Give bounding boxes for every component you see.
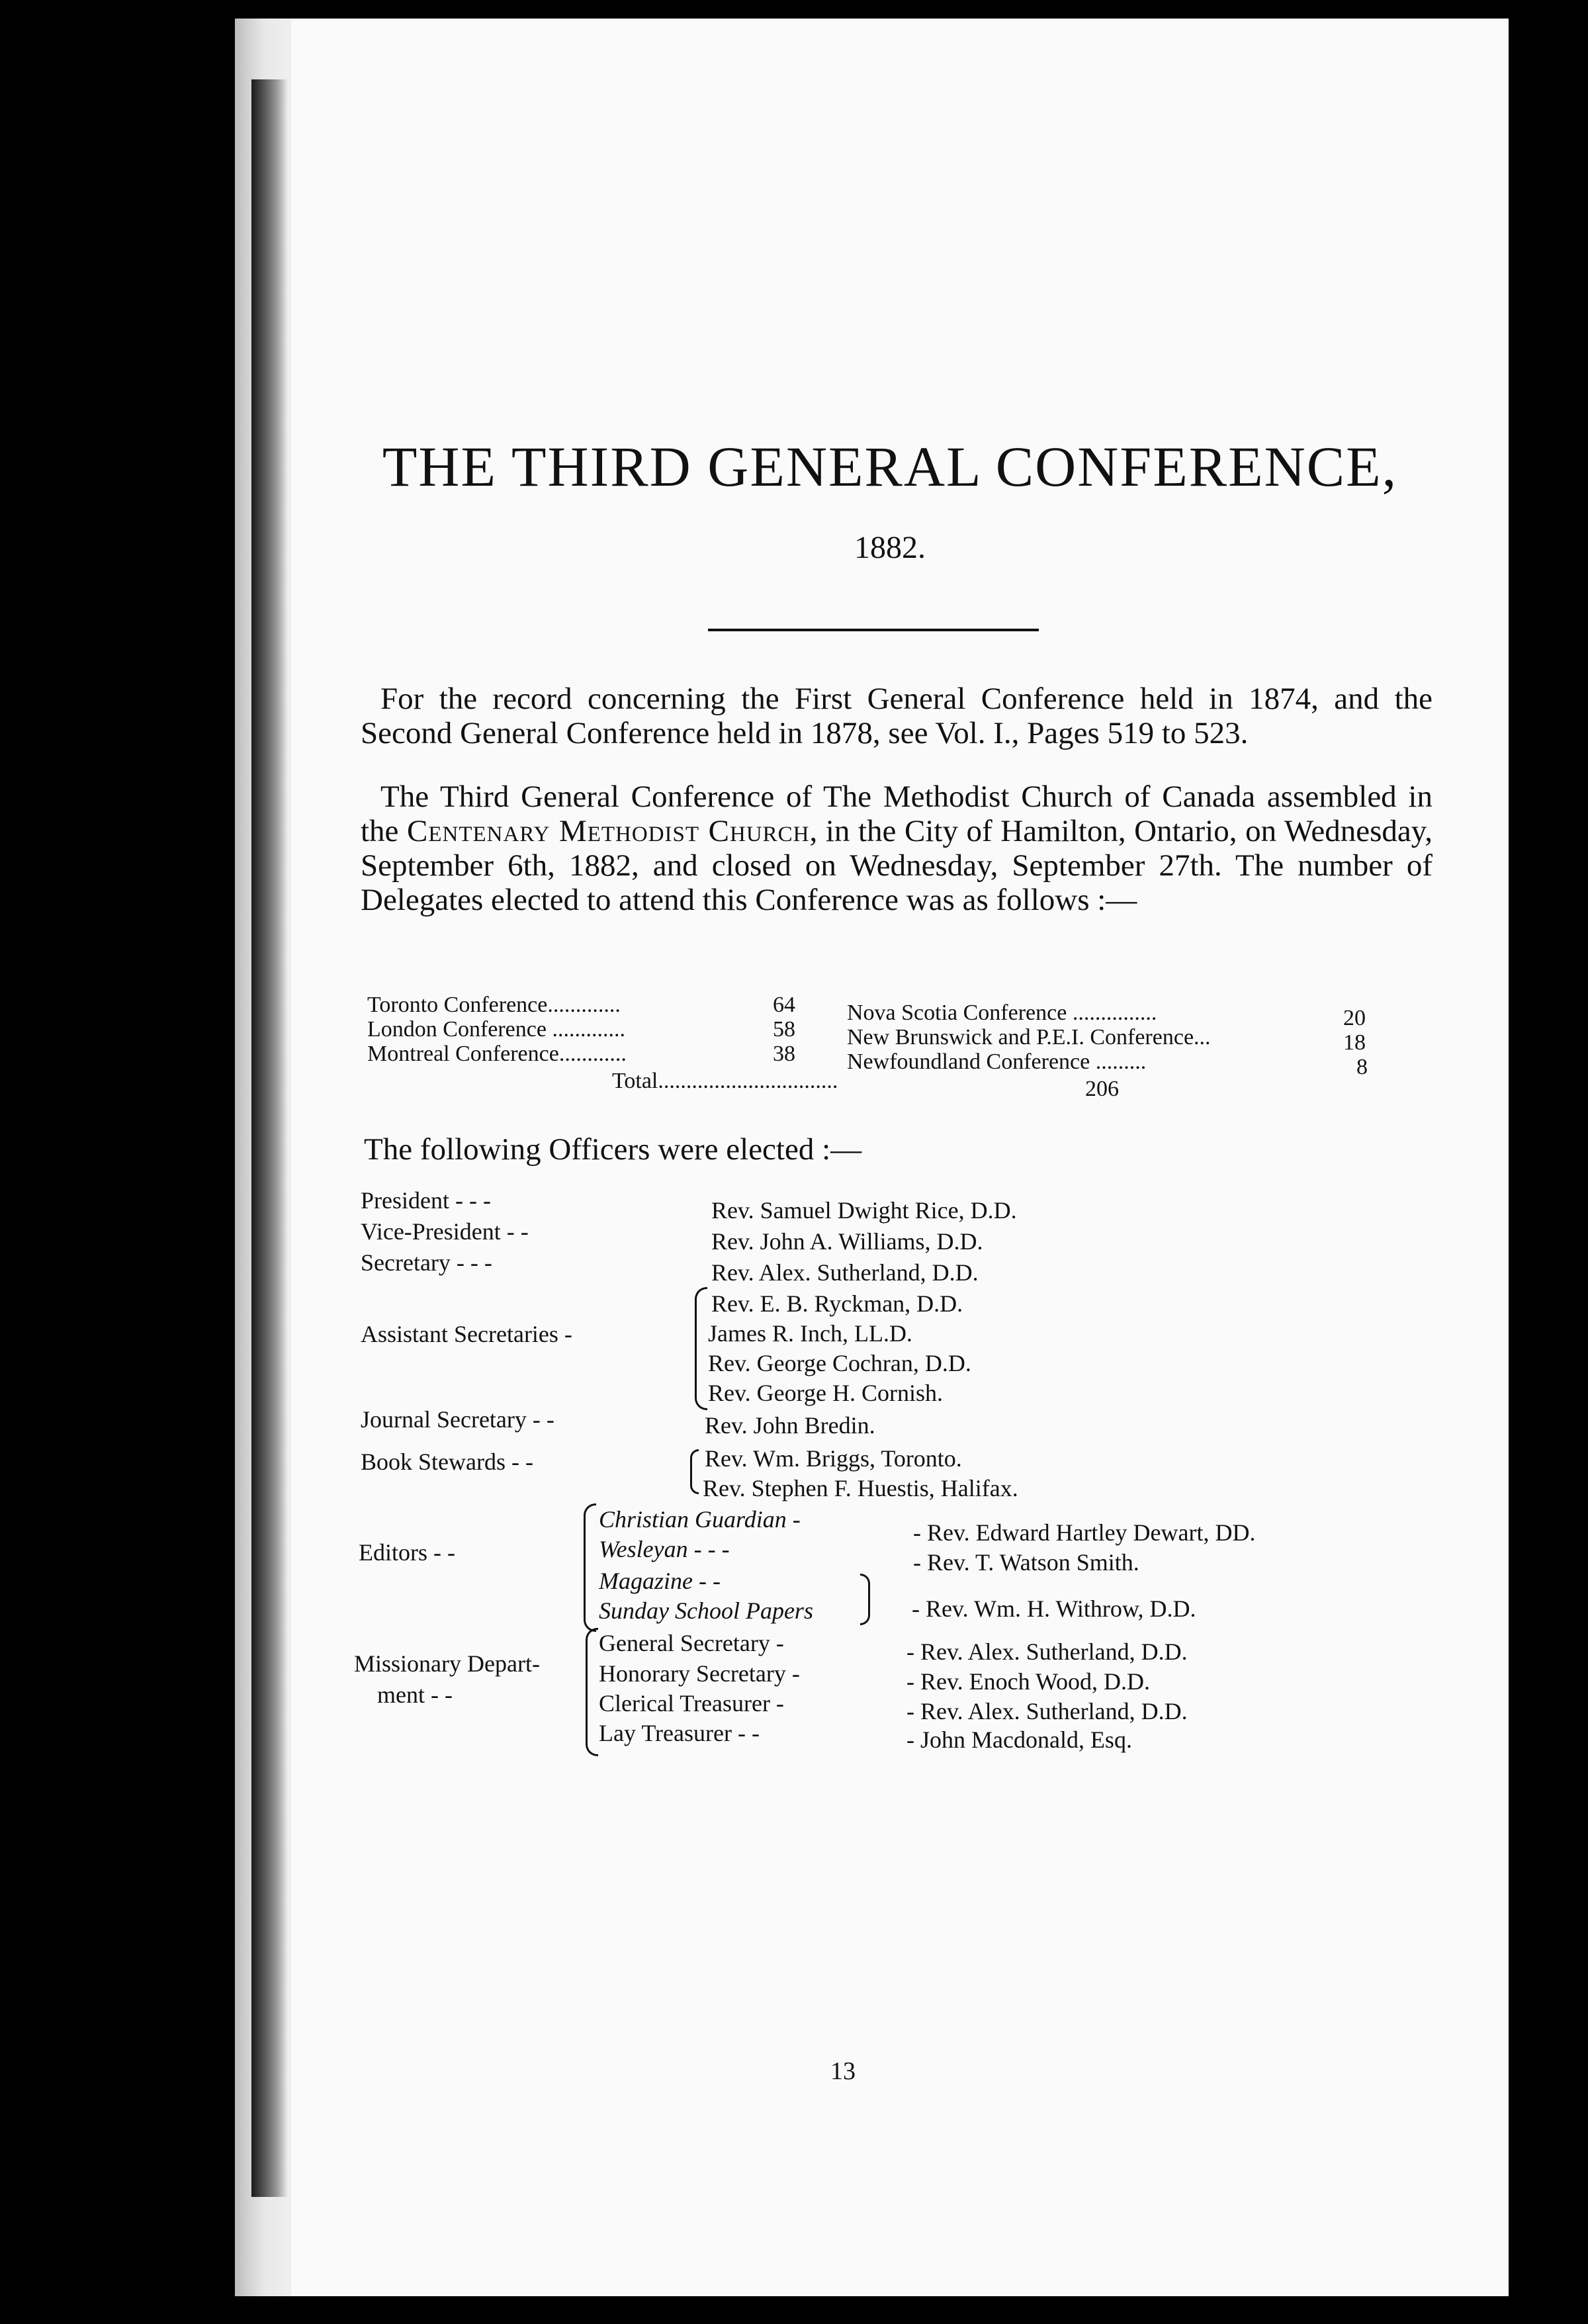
para-text-b: , in the City of Hamilton, Ontario, on Wednesday, September 6th, 1882, and closed on Wednesday, September 27th. The number of Delegates elected to attend this Conference was as follows :—	[361, 814, 1433, 917]
delegate-count: 20	[1343, 1006, 1366, 1030]
editors-brace	[584, 1503, 596, 1632]
officer-title: Secretary - - -	[361, 1249, 492, 1276]
officer-name: - Rev. Edward Hartley Dewart, DD.	[913, 1519, 1256, 1546]
missionary-role: General Secretary -	[599, 1630, 784, 1656]
officer-name: - Rev. T. Watson Smith.	[913, 1549, 1139, 1576]
magazine-brace	[860, 1574, 870, 1625]
officers-heading: The following Officers were elected :—	[364, 1132, 862, 1167]
officer-name: Rev. John A. Williams, D.D.	[711, 1228, 983, 1255]
total-count: 206	[1085, 1077, 1119, 1101]
book-brace	[690, 1449, 699, 1494]
delegate-label: Newfoundland Conference .........	[847, 1050, 1147, 1074]
intro-paragraph	[361, 682, 1433, 750]
church-name: Centenary Methodist Church	[407, 814, 810, 848]
delegate-label: Montreal Conference............	[367, 1042, 627, 1066]
scan-border-right	[1509, 0, 1588, 2324]
conference-paragraph	[361, 780, 1433, 917]
delegate-count: 58	[773, 1017, 795, 1042]
delegate-count: 8	[1356, 1055, 1368, 1079]
total-label: Total................................	[612, 1069, 838, 1093]
editor-publication: Wesleyan - - -	[599, 1536, 730, 1562]
delegate-count: 38	[773, 1042, 795, 1066]
officer-name: James R. Inch, LL.D.	[708, 1320, 912, 1347]
officer-name: - Rev. Enoch Wood, D.D.	[906, 1668, 1151, 1695]
delegate-count: 64	[773, 993, 795, 1017]
delegate-label: Nova Scotia Conference ...............	[847, 1001, 1157, 1025]
officer-name: Rev. Samuel Dwight Rice, D.D.	[711, 1197, 1017, 1224]
officer-name: Rev. E. B. Ryckman, D.D.	[711, 1290, 963, 1317]
editor-publication: Christian Guardian -	[599, 1506, 801, 1533]
officer-name: - Rev. Wm. H. Withrow, D.D.	[912, 1595, 1196, 1622]
delegate-label: London Conference .............	[367, 1017, 625, 1042]
officer-title: Book Stewards - -	[361, 1449, 533, 1475]
gutter-shadow	[251, 79, 288, 2197]
officer-title: Missionary Depart-	[354, 1650, 540, 1677]
missionary-role: Clerical Treasurer -	[599, 1690, 784, 1717]
officer-name: - John Macdonald, Esq.	[906, 1726, 1132, 1753]
officer-title: President - - -	[361, 1187, 491, 1214]
officer-name: Rev. John Bredin.	[705, 1412, 875, 1439]
title-rule	[708, 629, 1039, 631]
scan-border-top	[235, 0, 1509, 19]
delegate-label: Toronto Conference.............	[367, 993, 621, 1017]
officer-name: Rev. Stephen F. Huestis, Halifax.	[703, 1475, 1018, 1501]
page-title: THE THIRD GENERAL CONFERENCE,	[382, 435, 1398, 498]
missionary-role: Lay Treasurer - -	[599, 1720, 760, 1746]
officer-name: - Rev. Alex. Sutherland, D.D.	[906, 1698, 1188, 1724]
officer-name: Rev. Alex. Sutherland, D.D.	[711, 1259, 979, 1286]
editor-publication: Magazine - -	[599, 1568, 721, 1594]
delegate-label: New Brunswick and P.E.I. Conference...	[847, 1025, 1211, 1050]
record-reference: For the record concerning the First General Conference held in 1874, and the Second General Conference held in 1878, see Vol. I., Pages 519 to 523.	[361, 682, 1433, 750]
page-number: 13	[830, 2057, 856, 2085]
para-text-a: The Third General Conference of The Methodist Church of Canada assembled in the	[361, 780, 1433, 848]
scan-border-left	[0, 0, 235, 2324]
officer-title: Editors - -	[359, 1539, 455, 1566]
officer-name: Rev. George H. Cornish.	[708, 1380, 943, 1406]
assistant-brace	[695, 1287, 707, 1410]
officer-title: Vice-President - -	[361, 1218, 529, 1245]
officer-name: - Rev. Alex. Sutherland, D.D.	[906, 1638, 1188, 1665]
officer-name: Rev. George Cochran, D.D.	[708, 1350, 971, 1376]
editor-publication: Sunday School Papers	[599, 1597, 813, 1624]
scan-border-bottom	[235, 2296, 1509, 2324]
delegate-count: 18	[1343, 1030, 1366, 1055]
conference-year: 1882.	[854, 530, 926, 565]
missionary-role: Honorary Secretary -	[599, 1660, 800, 1687]
officer-title: ment - -	[377, 1681, 453, 1708]
missionary-brace	[586, 1628, 598, 1756]
officer-title: Journal Secretary - -	[361, 1406, 554, 1433]
officer-name: Rev. Wm. Briggs, Toronto.	[705, 1445, 962, 1472]
officer-title: Assistant Secretaries -	[361, 1321, 572, 1347]
